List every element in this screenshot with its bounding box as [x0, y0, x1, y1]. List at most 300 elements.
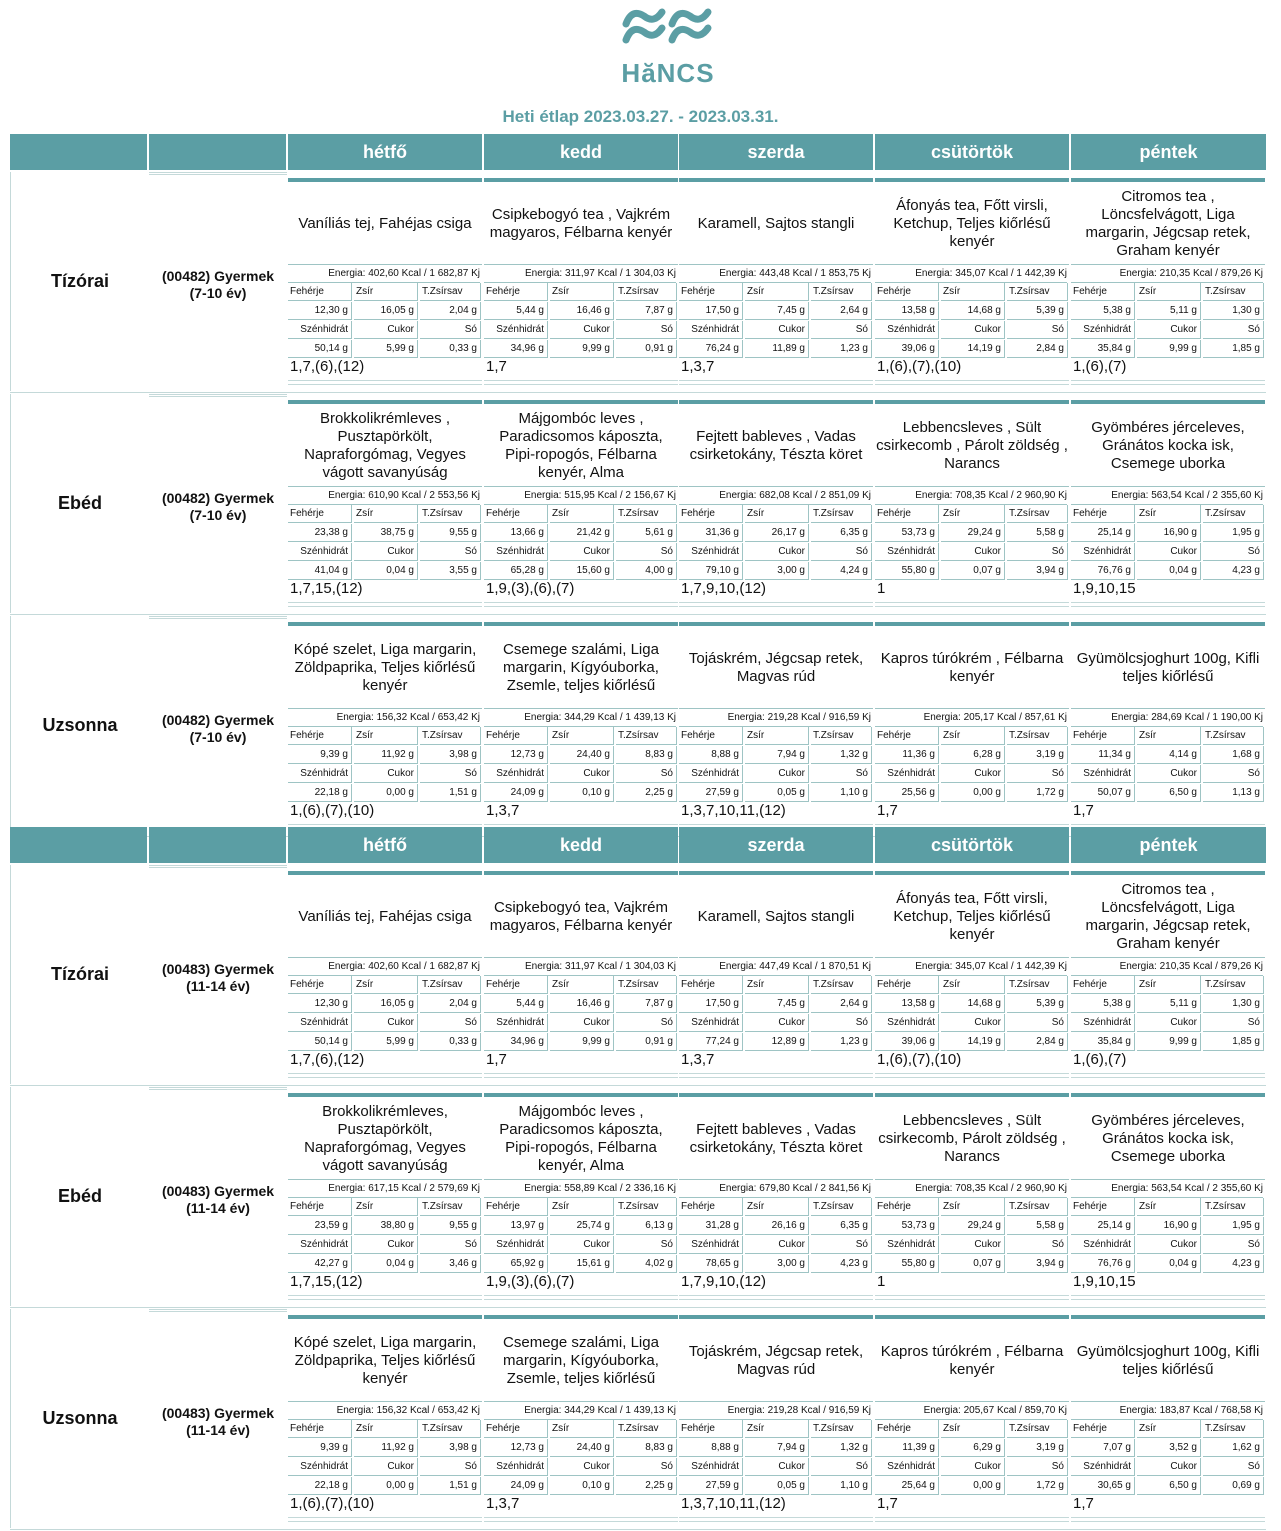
salt-label: Só [1203, 543, 1264, 561]
saturated-fat-label: T.Zsírsav [616, 1198, 677, 1216]
fat-label: Zsír [745, 283, 809, 301]
fat-label: Zsír [1137, 976, 1201, 994]
meal-name: Ebéd [10, 394, 149, 613]
nutrition-row [484, 1198, 678, 1217]
sugar-label: Cukor [941, 1458, 1005, 1476]
protein-value: 8,88 g [679, 1439, 743, 1457]
meal-row [10, 172, 1266, 394]
fat-value: 26,17 g [745, 524, 809, 542]
nutrition-row [288, 283, 482, 302]
sugar-label: Cukor [354, 543, 418, 561]
sugar-label: Cukor [1137, 543, 1201, 561]
salt-value: 4,23 g [1203, 1255, 1264, 1273]
cell-top-bar [1071, 178, 1265, 182]
carbohydrate-label: Szénhidrát [1071, 543, 1135, 561]
saturated-fat-label: T.Zsírsav [811, 976, 872, 994]
saturated-fat-label: T.Zsírsav [1007, 1420, 1068, 1438]
meal-name: Uzsonna [10, 616, 149, 835]
food-items: Citromos tea , Löncsfelvágott, Liga margarin, Jégcsap retek, Graham kenyér [1071, 877, 1265, 958]
salt-label: Só [420, 1236, 481, 1254]
allergen-codes: 1,7 [1073, 1495, 1094, 1512]
day-cell [1071, 394, 1265, 613]
energy-value: Energia: 447,49 Kcal / 1 870,51 Kj [679, 959, 871, 976]
saturated-fat-label: T.Zsírsav [1203, 283, 1264, 301]
protein-value: 31,36 g [679, 524, 743, 542]
nutrition-row [1071, 1236, 1265, 1255]
nutrition-row [875, 524, 1069, 543]
salt-value: 2,25 g [616, 784, 677, 802]
sugar-label: Cukor [550, 543, 614, 561]
nutrition-row [679, 727, 873, 746]
protein-label: Fehérje [679, 976, 743, 994]
nutrition-row [679, 562, 873, 581]
protein-label: Fehérje [1071, 727, 1135, 745]
cell-top-bar [288, 871, 482, 875]
salt-label: Só [616, 1236, 677, 1254]
cell-top-bar [484, 400, 678, 404]
protein-value: 17,50 g [679, 995, 743, 1013]
carbohydrate-value: 76,76 g [1071, 1255, 1135, 1273]
carbohydrate-value: 76,76 g [1071, 562, 1135, 580]
sugar-value: 15,60 g [550, 562, 614, 580]
nutrition-row [875, 562, 1069, 581]
salt-value: 1,72 g [1007, 1477, 1068, 1495]
nutrition-row [1071, 727, 1265, 746]
day-cell [679, 616, 873, 835]
day-cell [679, 394, 873, 613]
protein-label: Fehérje [1071, 505, 1135, 523]
meal-row [10, 394, 1266, 616]
cell-top-bar [875, 178, 1069, 182]
energy-value: Energia: 219,28 Kcal / 916,59 Kj [679, 710, 871, 727]
fat-label: Zsír [550, 1198, 614, 1216]
energy-value: Energia: 402,60 Kcal / 1 682,87 Kj [288, 959, 480, 976]
protein-label: Fehérje [875, 976, 939, 994]
carbohydrate-label: Szénhidrát [875, 543, 939, 561]
salt-label: Só [1203, 1458, 1264, 1476]
nutrition-row [288, 1217, 482, 1236]
saturated-fat-label: T.Zsírsav [1203, 1198, 1264, 1216]
carbohydrate-label: Szénhidrát [679, 1014, 743, 1032]
energy-value: Energia: 311,97 Kcal / 1 304,03 Kj [484, 959, 676, 976]
saturated-fat-value: 3,98 g [420, 1439, 481, 1457]
salt-value: 3,94 g [1007, 1255, 1068, 1273]
energy-value: Energia: 344,29 Kcal / 1 439,13 Kj [484, 710, 676, 727]
day-cell [679, 172, 873, 391]
energy-value: Energia: 610,90 Kcal / 2 553,56 Kj [288, 488, 480, 505]
fat-value: 7,94 g [745, 1439, 809, 1457]
allergen-codes: 1,3,7 [681, 1051, 715, 1068]
allergen-codes: 1 [877, 1273, 886, 1290]
nutrition-row [1071, 995, 1265, 1014]
fat-value: 7,94 g [745, 746, 809, 764]
salt-value: 1,23 g [811, 340, 872, 358]
nutrition-row [679, 524, 873, 543]
nutrition-row [875, 1255, 1069, 1274]
salt-value: 4,24 g [811, 562, 872, 580]
nutrition-row [875, 1439, 1069, 1458]
row-separator [10, 1085, 1266, 1086]
carbohydrate-label: Szénhidrát [679, 1236, 743, 1254]
fat-value: 14,68 g [941, 995, 1005, 1013]
food-items: Kópé szelet, Liga margarin, Zöldpaprika, Teljes kiőrlésű kenyér [288, 628, 482, 709]
sugar-value: 0,00 g [354, 784, 418, 802]
meal-name: Ebéd [10, 1087, 149, 1306]
sugar-value: 14,19 g [941, 1033, 1005, 1051]
category-label: (00482) Gyermek (7-10 év) [149, 394, 287, 616]
energy-value: Energia: 682,08 Kcal / 2 851,09 Kj [679, 488, 871, 505]
row-separator [10, 1529, 1266, 1530]
sugar-label: Cukor [941, 543, 1005, 561]
protein-label: Fehérje [288, 976, 352, 994]
protein-label: Fehérje [288, 283, 352, 301]
food-items: Kópé szelet, Liga margarin, Zöldpaprika, Teljes kiőrlésű kenyér [288, 1321, 482, 1402]
sugar-value: 11,89 g [745, 340, 809, 358]
salt-label: Só [1007, 543, 1068, 561]
protein-label: Fehérje [288, 1420, 352, 1438]
nutrition-row [288, 765, 482, 784]
food-items: Citromos tea , Löncsfelvágott, Liga margarin, Jégcsap retek, Graham kenyér [1071, 184, 1265, 265]
allergen-codes: 1,3,7,10,11,(12) [681, 1495, 786, 1512]
cell-top-bar [679, 871, 873, 875]
category-label: (00483) Gyermek (11-14 év) [149, 1309, 287, 1531]
saturated-fat-label: T.Zsírsav [1007, 976, 1068, 994]
carbohydrate-label: Szénhidrát [1071, 765, 1135, 783]
saturated-fat-value: 5,39 g [1007, 995, 1068, 1013]
protein-value: 5,44 g [484, 995, 548, 1013]
protein-label: Fehérje [679, 1420, 743, 1438]
saturated-fat-value: 2,04 g [420, 302, 481, 320]
protein-value: 13,66 g [484, 524, 548, 542]
fat-label: Zsír [354, 283, 418, 301]
nutrition-row [875, 746, 1069, 765]
nutrition-row [679, 302, 873, 321]
cell-bottom-rule [875, 1073, 1069, 1078]
energy-value: Energia: 156,32 Kcal / 653,42 Kj [288, 1403, 480, 1420]
food-items: Csipkebogyó tea , Vajkrém magyaros, Félbarna kenyér [484, 184, 678, 265]
day-header: péntek [1071, 827, 1266, 863]
carbohydrate-value: 50,14 g [288, 340, 352, 358]
nutrition-row [875, 1033, 1069, 1052]
nutrition-row [875, 1420, 1069, 1439]
food-items: Csemege szalámi, Liga margarin, Kígyóuborka, Zsemle, teljes kiőrlésű [484, 628, 678, 709]
protein-value: 13,97 g [484, 1217, 548, 1235]
nutrition-row [484, 976, 678, 995]
salt-value: 0,91 g [616, 340, 677, 358]
cell-top-bar [484, 1093, 678, 1097]
salt-label: Só [1007, 1014, 1068, 1032]
allergen-codes: 1,9,(3),(6),(7) [486, 1273, 575, 1290]
day-cell [484, 172, 678, 391]
allergen-codes: 1,7 [877, 802, 898, 819]
saturated-fat-label: T.Zsírsav [420, 1420, 481, 1438]
carbohydrate-value: 78,65 g [679, 1255, 743, 1273]
salt-value: 2,84 g [1007, 340, 1068, 358]
salt-label: Só [616, 321, 677, 339]
menu-block [10, 827, 1266, 1517]
svg-text:HăNCS: HăNCS [621, 58, 715, 86]
nutrition-row [1071, 765, 1265, 784]
protein-label: Fehérje [679, 283, 743, 301]
day-cell [288, 1087, 482, 1306]
protein-value: 11,36 g [875, 746, 939, 764]
nutrition-row [679, 976, 873, 995]
cell-bottom-rule [484, 380, 678, 385]
day-cell [679, 865, 873, 1084]
nutrition-row [484, 302, 678, 321]
cell-bottom-rule [1071, 602, 1265, 607]
saturated-fat-label: T.Zsírsav [616, 976, 677, 994]
protein-value: 8,88 g [679, 746, 743, 764]
saturated-fat-value: 1,62 g [1203, 1439, 1264, 1457]
nutrition-row [1071, 1217, 1265, 1236]
fat-label: Zsír [1137, 727, 1201, 745]
protein-label: Fehérje [484, 1420, 548, 1438]
nutrition-row [679, 321, 873, 340]
cell-top-bar [679, 400, 873, 404]
nutrition-row [288, 321, 482, 340]
sugar-value: 0,00 g [354, 1477, 418, 1495]
nutrition-row [875, 1477, 1069, 1496]
salt-value: 1,72 g [1007, 784, 1068, 802]
salt-value: 1,23 g [811, 1033, 872, 1051]
nutrition-row [875, 302, 1069, 321]
fat-label: Zsír [354, 727, 418, 745]
fat-label: Zsír [941, 505, 1005, 523]
cell-top-bar [875, 1315, 1069, 1319]
energy-value: Energia: 205,67 Kcal / 859,70 Kj [875, 1403, 1067, 1420]
sugar-label: Cukor [354, 765, 418, 783]
allergen-codes: 1,(6),(7),(10) [877, 1051, 962, 1068]
allergen-codes: 1,(6),(7) [1073, 1051, 1127, 1068]
fat-value: 16,90 g [1137, 524, 1201, 542]
nutrition-row [875, 765, 1069, 784]
nutrition-row [1071, 1458, 1265, 1477]
salt-value: 4,23 g [811, 1255, 872, 1273]
saturated-fat-value: 1,68 g [1203, 746, 1264, 764]
saturated-fat-value: 5,39 g [1007, 302, 1068, 320]
carbohydrate-value: 39,06 g [875, 1033, 939, 1051]
day-header: csütörtök [875, 134, 1069, 170]
protein-value: 53,73 g [875, 524, 939, 542]
fat-value: 29,24 g [941, 524, 1005, 542]
saturated-fat-value: 3,19 g [1007, 1439, 1068, 1457]
nutrition-row [679, 543, 873, 562]
salt-label: Só [420, 1458, 481, 1476]
saturated-fat-label: T.Zsírsav [811, 505, 872, 523]
protein-label: Fehérje [288, 1198, 352, 1216]
sugar-label: Cukor [1137, 1458, 1201, 1476]
nutrition-row [484, 746, 678, 765]
saturated-fat-value: 3,19 g [1007, 746, 1068, 764]
day-header: hétfő [288, 827, 482, 863]
header-empty-cell [149, 134, 286, 170]
day-cell [288, 865, 482, 1084]
cell-top-bar [875, 1093, 1069, 1097]
allergen-codes: 1,7 [877, 1495, 898, 1512]
sugar-value: 5,99 g [354, 1033, 418, 1051]
salt-value: 4,23 g [1203, 562, 1264, 580]
sugar-label: Cukor [745, 321, 809, 339]
nutrition-row [288, 505, 482, 524]
salt-label: Só [616, 1014, 677, 1032]
saturated-fat-value: 1,95 g [1203, 1217, 1264, 1235]
allergen-codes: 1,3,7 [681, 358, 715, 375]
food-items: Fejtett bableves , Vadas csirketokány, Tészta köret [679, 406, 873, 487]
saturated-fat-value: 2,04 g [420, 995, 481, 1013]
sugar-label: Cukor [550, 1236, 614, 1254]
food-items: Brokkolikrémleves , Pusztapörkölt, Napraforgómag, Vegyes vágott savanyúság [288, 406, 482, 487]
nutrition-row [679, 995, 873, 1014]
saturated-fat-value: 6,35 g [811, 1217, 872, 1235]
nutrition-row [288, 1458, 482, 1477]
food-items: Kapros túrókrém , Félbarna kenyér [875, 628, 1069, 709]
carbohydrate-value: 39,06 g [875, 340, 939, 358]
sugar-value: 0,07 g [941, 562, 1005, 580]
energy-value: Energia: 708,35 Kcal / 2 960,90 Kj [875, 488, 1067, 505]
fat-value: 25,74 g [550, 1217, 614, 1235]
protein-label: Fehérje [1071, 1420, 1135, 1438]
nutrition-row [875, 995, 1069, 1014]
protein-value: 9,39 g [288, 1439, 352, 1457]
page-title: Heti étlap 2023.03.27. - 2023.03.31. [502, 107, 779, 126]
saturated-fat-label: T.Zsírsav [811, 727, 872, 745]
nutrition-row [679, 1217, 873, 1236]
saturated-fat-value: 7,87 g [616, 995, 677, 1013]
carbohydrate-value: 41,04 g [288, 562, 352, 580]
food-items: Gyömbéres jérceleves, Gránátos kocka isk, Csemege uborka [1071, 406, 1265, 487]
carbohydrate-value: 50,14 g [288, 1033, 352, 1051]
salt-value: 2,84 g [1007, 1033, 1068, 1051]
cell-top-bar [484, 178, 678, 182]
fat-value: 38,75 g [354, 524, 418, 542]
fat-label: Zsír [1137, 505, 1201, 523]
nutrition-row [288, 1255, 482, 1274]
protein-value: 12,30 g [288, 302, 352, 320]
nutrition-row [679, 765, 873, 784]
carbohydrate-value: 35,84 g [1071, 1033, 1135, 1051]
protein-value: 9,39 g [288, 746, 352, 764]
sugar-value: 9,99 g [550, 340, 614, 358]
carbohydrate-value: 55,80 g [875, 562, 939, 580]
cell-top-bar [288, 400, 482, 404]
protein-label: Fehérje [875, 1198, 939, 1216]
cell-top-bar [484, 1315, 678, 1319]
salt-label: Só [616, 765, 677, 783]
carbohydrate-value: 30,65 g [1071, 1477, 1135, 1495]
carbohydrate-label: Szénhidrát [288, 765, 352, 783]
day-cell [484, 616, 678, 835]
sugar-value: 0,04 g [1137, 562, 1201, 580]
energy-value: Energia: 205,17 Kcal / 857,61 Kj [875, 710, 1067, 727]
saturated-fat-label: T.Zsírsav [420, 283, 481, 301]
food-items: Vaníliás tej, Fahéjas csiga [288, 877, 482, 958]
day-cell [875, 1087, 1069, 1306]
carbohydrate-value: 27,59 g [679, 1477, 743, 1495]
salt-value: 1,10 g [811, 784, 872, 802]
saturated-fat-label: T.Zsírsav [811, 1198, 872, 1216]
salt-label: Só [1203, 1014, 1264, 1032]
protein-value: 12,30 g [288, 995, 352, 1013]
energy-value: Energia: 345,07 Kcal / 1 442,39 Kj [875, 959, 1067, 976]
food-items: Csemege szalámi, Liga margarin, Kígyóuborka, Zsemle, teljes kiőrlésű [484, 1321, 678, 1402]
nutrition-row [875, 1236, 1069, 1255]
salt-label: Só [1203, 1236, 1264, 1254]
salt-value: 0,91 g [616, 1033, 677, 1051]
sugar-label: Cukor [550, 1014, 614, 1032]
fat-label: Zsír [941, 727, 1005, 745]
carbohydrate-label: Szénhidrát [875, 321, 939, 339]
saturated-fat-value: 6,13 g [616, 1217, 677, 1235]
nutrition-row [1071, 1014, 1265, 1033]
nutrition-row [679, 784, 873, 803]
carbohydrate-value: 50,07 g [1071, 784, 1135, 802]
nutrition-row [679, 505, 873, 524]
row-separator [10, 392, 1266, 393]
cell-bottom-rule [679, 1517, 873, 1522]
carbohydrate-value: 22,18 g [288, 1477, 352, 1495]
day-header: szerda [679, 827, 873, 863]
cell-bottom-rule [288, 1073, 482, 1078]
fat-value: 6,29 g [941, 1439, 1005, 1457]
nutrition-row [875, 1014, 1069, 1033]
carbohydrate-value: 27,59 g [679, 784, 743, 802]
day-cell [1071, 1309, 1265, 1528]
nutrition-row [875, 543, 1069, 562]
sugar-value: 6,50 g [1137, 784, 1201, 802]
sugar-label: Cukor [941, 1014, 1005, 1032]
salt-value: 1,10 g [811, 1477, 872, 1495]
cell-top-bar [875, 400, 1069, 404]
salt-label: Só [811, 321, 872, 339]
nutrition-row [679, 1236, 873, 1255]
energy-value: Energia: 210,35 Kcal / 879,26 Kj [1071, 266, 1263, 283]
saturated-fat-label: T.Zsírsav [616, 1420, 677, 1438]
sugar-value: 0,00 g [941, 1477, 1005, 1495]
day-cell [1071, 172, 1265, 391]
saturated-fat-value: 5,58 g [1007, 524, 1068, 542]
row-separator [10, 1307, 1266, 1308]
energy-value: Energia: 156,32 Kcal / 653,42 Kj [288, 710, 480, 727]
saturated-fat-value: 1,30 g [1203, 995, 1264, 1013]
protein-value: 12,73 g [484, 746, 548, 764]
fat-value: 7,45 g [745, 995, 809, 1013]
day-header-row [10, 827, 1266, 863]
fat-value: 5,11 g [1137, 302, 1201, 320]
protein-label: Fehérje [484, 283, 548, 301]
sugar-label: Cukor [354, 1236, 418, 1254]
energy-value: Energia: 344,29 Kcal / 1 439,13 Kj [484, 1403, 676, 1420]
cell-top-bar [288, 178, 482, 182]
salt-value: 1,51 g [420, 784, 481, 802]
protein-value: 23,59 g [288, 1217, 352, 1235]
fat-value: 16,46 g [550, 302, 614, 320]
salt-value: 0,33 g [420, 340, 481, 358]
fat-label: Zsír [941, 976, 1005, 994]
saturated-fat-label: T.Zsírsav [1203, 727, 1264, 745]
fat-value: 11,92 g [354, 1439, 418, 1457]
carbohydrate-label: Szénhidrát [484, 1236, 548, 1254]
protein-value: 7,07 g [1071, 1439, 1135, 1457]
protein-value: 11,39 g [875, 1439, 939, 1457]
salt-value: 2,25 g [616, 1477, 677, 1495]
saturated-fat-label: T.Zsírsav [420, 976, 481, 994]
nutrition-row [679, 1198, 873, 1217]
food-items: Májgombóc leves , Paradicsomos káposzta, Pipi-ropogós, Félbarna kenyér, Alma [484, 406, 678, 487]
fat-value: 38,80 g [354, 1217, 418, 1235]
food-items: Lebbencsleves , Sült csirkecomb, Párolt zöldség , Narancs [875, 1099, 1069, 1180]
nutrition-row [679, 340, 873, 359]
